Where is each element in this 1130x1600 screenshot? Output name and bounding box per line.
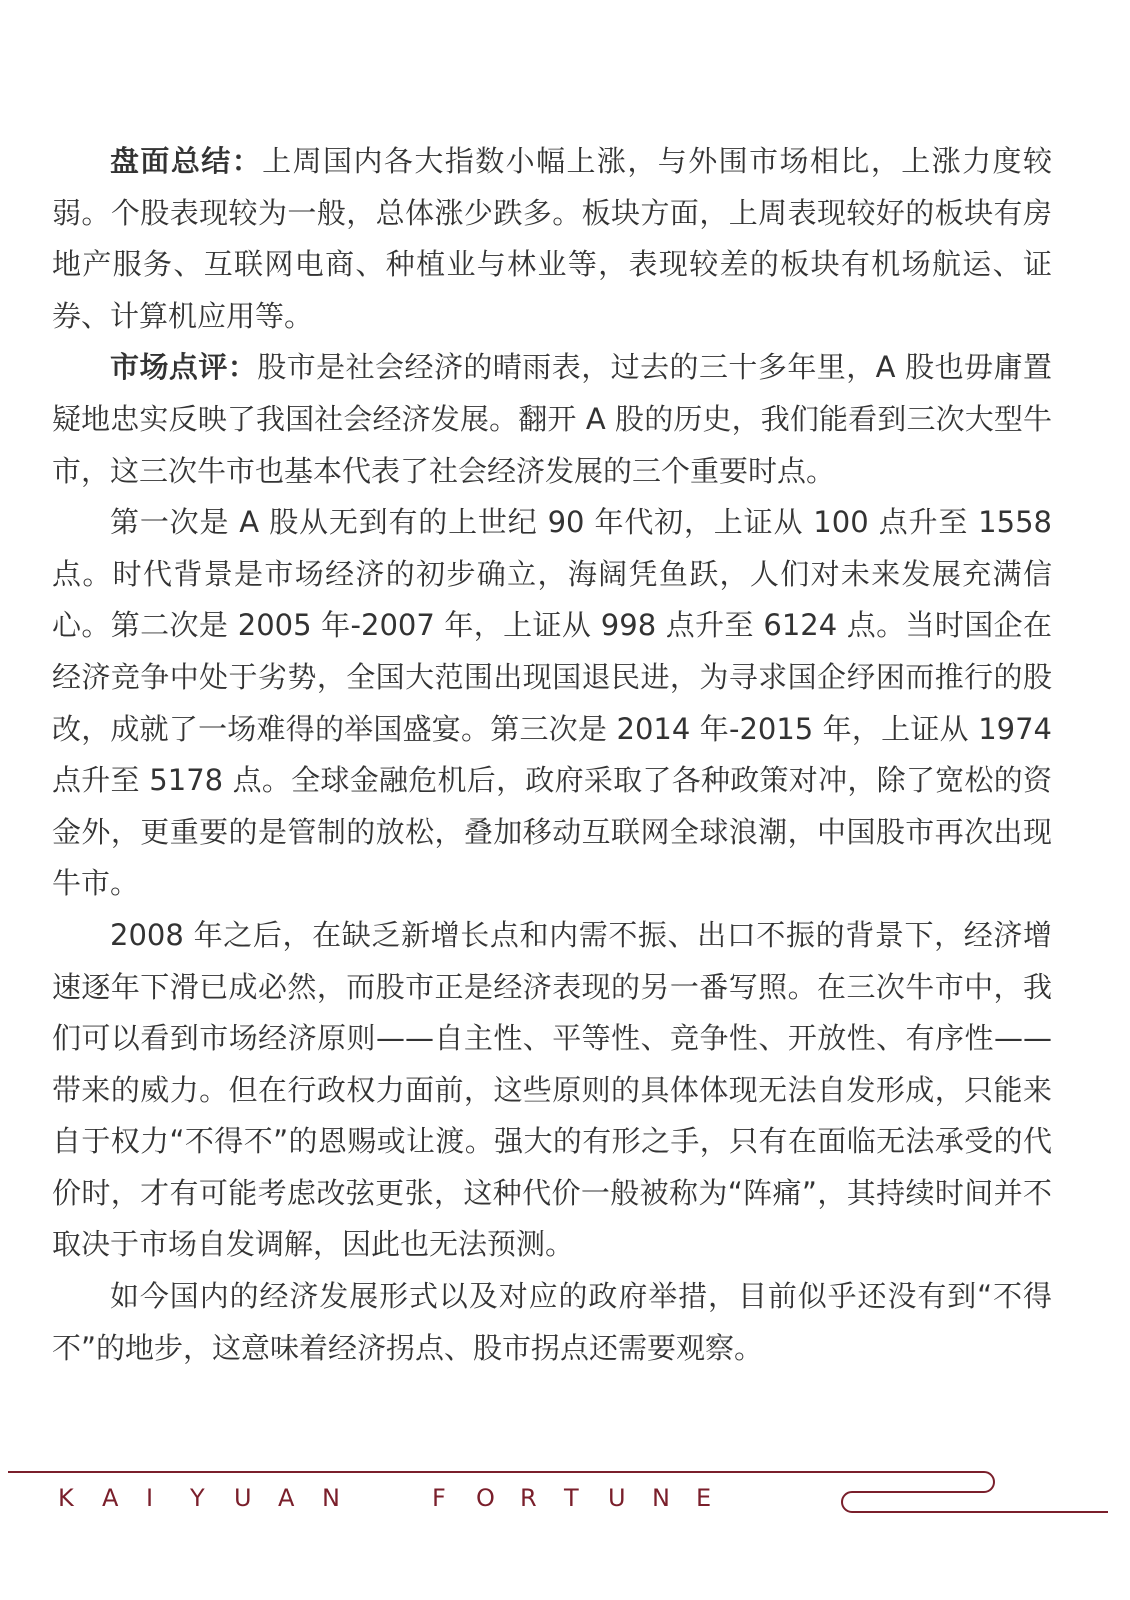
paragraph-lead: 市场点评： [110,350,258,385]
paragraph-after-2008 [52,910,1052,1271]
brand-letter: E [696,1484,712,1512]
brand-letter: N [322,1484,340,1512]
brand-letter: R [520,1484,537,1512]
brand-letter: U [234,1484,252,1512]
article-body [52,136,1052,1374]
paragraph-market-comment [52,342,1052,497]
brand-letter: F [432,1484,446,1512]
paragraph-text: 第一次是 A 股从无到有的上世纪 90 年代初，上证从 100 点升至 1558 点。时代背景是市场经济的初步确立，海阔凭鱼跃，人们对未来发展充满信心。第二次是 2005 年-2007 年，上证从 998 点升至 6124 点。当时国企在经济竞争中处于劣势，全国大范围出现国退民进，为寻求国企纾困而推行的股改，成就了一场难得的举国盛宴。第三次是 2014 年-2015 年，上证从 1974 点升至 5178 点。全球金融危机后，政府采取了各种政策对冲，除了宽松的资金外，更重要的是管制的放松，叠加移动互联网全球浪潮，中国股市再次出现牛市。 [52,505,1052,901]
brand-letter: Y [190,1484,205,1512]
brand-letter: I [146,1484,154,1512]
brand-letter: O [476,1484,495,1512]
paragraph-lead: 盘面总结： [110,144,263,178]
brand-letter: U [608,1484,626,1512]
brand-letter: A [102,1484,119,1512]
paragraph-text: 股市是社会经济的晴雨表，过去的三十多年里，A 股也毋庸置疑地忠实反映了我国社会经济发展。翻开 A 股的历史，我们能看到三次大型牛市，这三次牛市也基本代表了社会经济发展的三个重要时点。 [52,350,1052,488]
brand-letter: A [278,1484,295,1512]
brand-wordmark [58,1484,740,1512]
brand-letter: N [652,1484,670,1512]
brand-letter: T [564,1484,579,1512]
paragraph-market-summary [52,136,1052,342]
paragraph-outlook [52,1271,1052,1374]
paragraph-bull-markets [52,497,1052,910]
paragraph-text: 上周国内各大指数小幅上涨，与外围市场相比，上涨力度较弱。个股表现较为一般，总体涨少跌多。板块方面，上周表现较好的板块有房地产服务、互联网电商、种植业与林业等，表现较差的板块有机场航运、证券、计算机应用等。 [52,144,1052,333]
paragraph-text: 2008 年之后，在缺乏新增长点和内需不振、出口不振的背景下，经济增速逐年下滑已成必然，而股市正是经济表现的另一番写照。在三次牛市中，我们可以看到市场经济原则——自主性、平等性、竞争性、开放性、有序性——带来的威力。但在行政权力面前，这些原则的具体体现无法自发形成，只能来自于权力“不得不”的恩赐或让渡。强大的有形之手，只有在面临无法承受的代价时，才有可能考虑改弦更张，这种代价一般被称为“阵痛”，其持续时间并不取决于市场自发调解，因此也无法预测。 [52,917,1052,1262]
paragraph-text: 如今国内的经济发展形式以及对应的政府举措，目前似乎还没有到“不得不”的地步，这意味着经济拐点、股市拐点还需要观察。 [52,1279,1052,1365]
page-footer [0,1460,1130,1530]
brand-letter: K [58,1484,74,1512]
